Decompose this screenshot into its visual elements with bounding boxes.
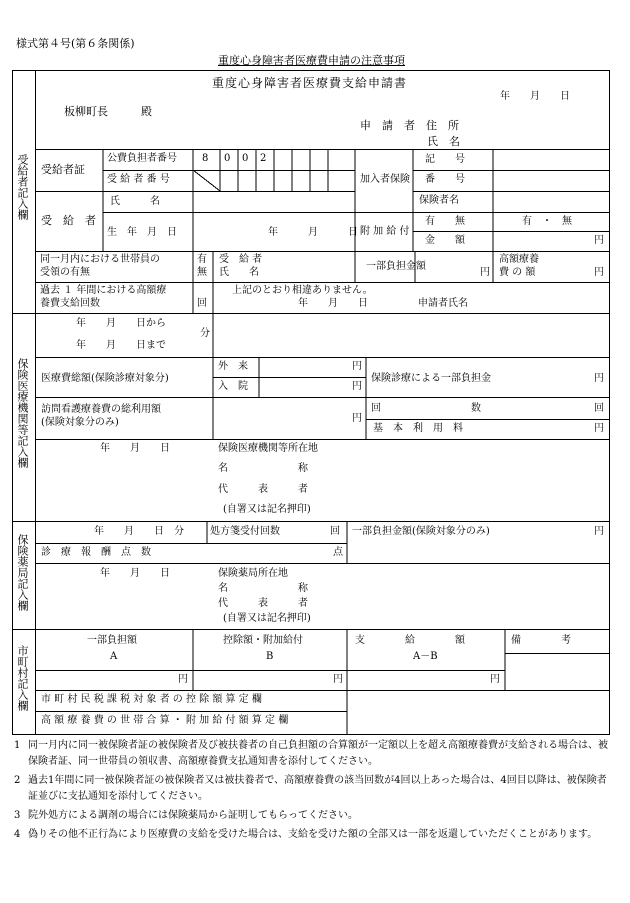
- recipient-cert-label: 受給者証: [41, 163, 85, 176]
- note-text: 過去1年間に同一被保険者証の被保険者又は被扶養者で、高額療養費の該当回数が4回以上あった場合は、4回目以降は、被保険者証並びに支払通知を添付してください。: [28, 775, 607, 802]
- high-cost-label: 高額療養: [499, 254, 539, 265]
- col-deduction-sub: B: [266, 651, 274, 662]
- outpatient-label: 外 来: [218, 361, 248, 372]
- medical-address-label: 保険医療機関等所在地: [218, 443, 318, 454]
- medical-rep-label: 代 表 者: [218, 484, 308, 495]
- section-medical: 保険医療機関等記入欄: [16, 358, 29, 468]
- times-unit: 回: [594, 403, 604, 414]
- inpatient-label: 入 院: [218, 381, 248, 392]
- insurance-partial-label: 保険診療による一部負担金: [371, 373, 491, 384]
- fun-unit: 分: [200, 328, 210, 339]
- presence-label: 有 無: [425, 216, 465, 227]
- pharmacy-name-label: 名 称: [218, 583, 308, 594]
- period-from: 年 月 日から: [76, 318, 166, 329]
- yen-unit: 円: [594, 423, 604, 434]
- household-label: 同一月内における世帯員の: [40, 254, 160, 265]
- insurance-label: 加入者保険: [360, 174, 410, 185]
- points-label: 診 療 報 酬 点 数: [41, 547, 151, 558]
- note-text: 同一月内に同一被保険者証の被保険者及び被扶養者の自己負担額の合算額が一定額以上を超え高額療養費が支給される場合は、被保険者証、同一世帯員の領収書、高額療養費支払通知書を添付してください。: [28, 740, 608, 767]
- col-payment-sub: A－B: [413, 651, 438, 662]
- recipient-number-label: 受 給 者 番 号: [107, 174, 170, 185]
- confirm-text: 上記のとおり相違ありません。: [232, 285, 373, 296]
- high-cost-label: 費 の 額: [499, 267, 536, 278]
- umu-label: 無: [197, 267, 207, 278]
- addressee: 板柳町長 殿: [64, 105, 152, 118]
- note-number: 3: [14, 810, 21, 821]
- medical-seal-note: (自署又は記名押印): [223, 504, 311, 515]
- symbol-label: 記 号: [425, 154, 465, 165]
- yen-unit: 円: [333, 674, 343, 685]
- past-year-label: 養費支給回数: [40, 298, 100, 309]
- section-pharmacy: 保険薬局記入欄: [16, 534, 29, 611]
- payer-number-label: 公費負担者番号: [107, 153, 177, 164]
- pharmacy-date: 年 月 日 分: [94, 526, 184, 537]
- dob-value: 年 月 日: [268, 227, 358, 238]
- application-date: 年 月 日: [500, 91, 570, 102]
- visit-care-label: (保険対象分のみ): [41, 417, 119, 428]
- payer-digit: 2: [260, 153, 267, 164]
- note-item: [14, 773, 616, 805]
- form-heading: 重度心身障害者医療費支給申請書: [212, 76, 408, 90]
- form-id: 様式第４号(第６条関係): [16, 37, 135, 50]
- payer-digit: 0: [242, 153, 249, 164]
- pharmacy-rep-label: 代 表 者: [218, 598, 308, 609]
- tax-calc-row: 市 町 村 民 税 課 税 対 象 者 の 控 除 額 算 定 欄: [41, 694, 262, 705]
- pharmacy-address-label: 保険薬局所在地: [218, 568, 288, 579]
- yen-unit: 円: [480, 267, 490, 278]
- pharmacy-seal-note: (自署又は記名押印): [223, 613, 311, 624]
- umu-label: 有: [197, 254, 207, 265]
- household-label: 受領の有無: [40, 267, 90, 278]
- note-text: 偽りその他不正行為により医療費の支給を受けた場合は、支給を受けた額の全部又は一部を返還していただくことがあります。: [28, 829, 598, 840]
- col-deduction: 控除額・附加給付: [223, 635, 303, 646]
- note-item: [14, 808, 616, 824]
- col-remarks: 備 考: [511, 635, 571, 646]
- note-number: 1: [14, 740, 21, 751]
- yen-unit: 円: [594, 526, 604, 537]
- yen-unit: 円: [178, 674, 188, 685]
- pharmacy-date2: 年 月 日: [100, 568, 170, 579]
- recipient-label: 受 給 者: [41, 214, 96, 227]
- insured-name-label: 保険者名: [419, 195, 459, 206]
- times-unit: 回: [330, 526, 340, 537]
- past-year-label: 過去 １ 年間における高額療: [40, 285, 167, 296]
- amount-label: 金 額: [425, 235, 465, 246]
- pharmacy-partial-label: 一部負担金額(保険対象分のみ): [352, 526, 490, 537]
- partial-amount-label: 一部負担金額: [366, 261, 426, 272]
- note-item: [14, 827, 616, 843]
- dob-label: 生 年 月 日: [107, 227, 177, 238]
- times-unit: 回: [197, 298, 207, 309]
- note-number: 4: [14, 829, 21, 840]
- rx-count-label: 処方箋受付回数: [210, 526, 280, 537]
- presence-options[interactable]: 有 ・ 無: [522, 216, 572, 227]
- section-municipal: 市町村記入欄: [16, 645, 29, 711]
- yen-unit: 円: [594, 373, 604, 384]
- section-recipient: 受給者記入欄: [16, 154, 29, 220]
- medical-date: 年 月 日: [100, 443, 170, 454]
- confirm-name-label: 申請者氏名: [418, 298, 468, 309]
- col-partial: 一部負担額: [87, 635, 137, 646]
- col-payment: 支 給 額: [355, 635, 465, 646]
- period-to: 年 月 日まで: [76, 340, 166, 351]
- yen-unit: 円: [352, 381, 362, 392]
- number-label: 番 号: [425, 174, 465, 185]
- visit-count-label: 回 数: [371, 403, 481, 414]
- yen-unit: 円: [352, 361, 362, 372]
- yen-unit: 円: [594, 267, 604, 278]
- payer-digit: 0: [224, 153, 231, 164]
- yen-unit: 円: [490, 674, 500, 685]
- note-number: 2: [14, 775, 21, 786]
- yen-unit: 円: [352, 413, 362, 424]
- points-unit: 点: [333, 547, 343, 558]
- yen-unit: 円: [594, 235, 604, 246]
- col-partial-sub: A: [110, 651, 118, 662]
- medical-name-label: 名 称: [218, 463, 308, 474]
- payer-digit: 8: [202, 153, 209, 164]
- visit-care-label: 訪問看護療養費の総利用額: [41, 404, 161, 415]
- recipient-name-label: 氏 名: [219, 267, 259, 278]
- basic-fee-label: 基 本 利 用 料: [373, 423, 463, 434]
- applicant-name-label: 氏 名: [427, 135, 460, 148]
- title-note: 重度心身障害者医療費申請の注意事項: [218, 54, 405, 67]
- total-medical-label: 医療費総額(保険診療対象分): [41, 373, 169, 384]
- additional-benefit-label: 附 加 給 付: [360, 226, 410, 237]
- recipient-name-label: 受 給 者: [219, 254, 263, 265]
- applicant-address-label: 申 請 者 住 所: [360, 119, 459, 132]
- notes-list: [14, 738, 616, 846]
- confirm-date: 年 月 日: [298, 298, 368, 309]
- name-label: 氏 名: [110, 196, 160, 207]
- note-text: 院外処方による調剤の場合には保険薬局から証明してもらってください。: [28, 810, 358, 821]
- note-item: [14, 738, 616, 770]
- high-cost-calc-row: 高 額 療 養 費 の 世 帯 合 算 ・ 附 加 給 付 額 算 定 欄: [41, 715, 289, 726]
